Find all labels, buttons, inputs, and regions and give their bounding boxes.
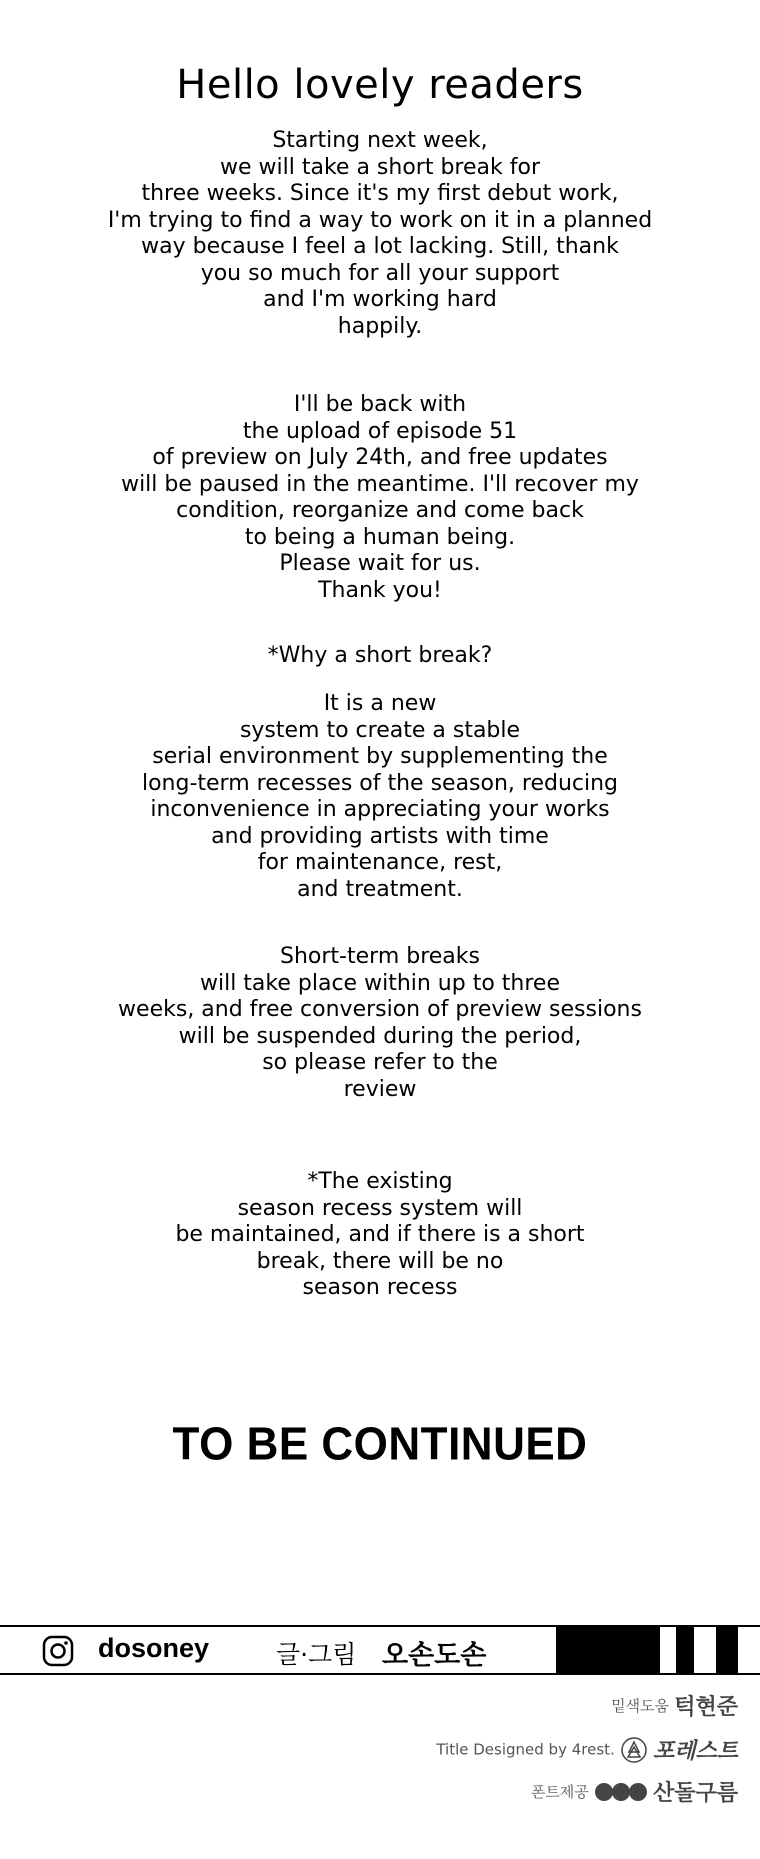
to-be-continued-heading: TO BE CONTINUED <box>172 1418 588 1471</box>
color-assist-label: 밑색도움 <box>611 1697 670 1715</box>
forest-logo-text: 포레스트 <box>652 1739 738 1764</box>
sandoll-cloud-logo-icon <box>594 1780 648 1804</box>
decorative-stripe <box>676 1627 694 1673</box>
paragraph-4: Short-term breaks will take place within up to three weeks, and free conversion of preview sessions will be suspended during the period, so please refer to the review <box>118 944 642 1102</box>
paragraph-2: I'll be back with the upload of episode 51 of preview on July 24th, and free updates will be paused in the meantime. I'll recover my condition, reorganize and come back to being a human being. Please wait for us. Thank you! <box>121 392 639 603</box>
forest-logo-icon <box>620 1736 648 1764</box>
story-art-label: 글·그림 <box>276 1640 357 1669</box>
font-credit <box>531 1776 738 1807</box>
footer-credit-bar <box>0 1625 760 1675</box>
title-designed-text: Title Designed by 4rest. <box>436 1740 615 1759</box>
paragraph-5: *The existing season recess system will be maintained, and if there is a short break, there will be no season recess <box>175 1169 585 1300</box>
decorative-black-block <box>556 1627 660 1673</box>
instagram-icon <box>42 1635 74 1667</box>
author-name: 오손도손 <box>382 1640 487 1671</box>
color-assist-credit <box>611 1690 738 1721</box>
font-credit-label: 폰트제공 <box>530 1783 589 1801</box>
title-design-credit <box>436 1734 738 1765</box>
font-provider-name: 산돌구름 <box>652 1781 738 1806</box>
notice-title: Hello lovely readers <box>176 62 584 108</box>
decorative-stripe <box>716 1627 738 1673</box>
paragraph-3: It is a new system to create a stable serial environment by supplementing the long-term recesses of the season, reducing inconvenience in appreciating your works and providing artists with time for maintenance, rest, and treatment. <box>141 691 619 902</box>
instagram-handle: dosoney <box>98 1633 210 1663</box>
paragraph-why-heading: *Why a short break? <box>267 643 493 668</box>
color-assist-name: 턱현준 <box>674 1695 738 1720</box>
paragraph-1: Starting next week, we will take a short break for three weeks. Since it's my first debut work, I'm trying to find a way to work on it in a planned way because I feel a lot lacking. Still, thank you so much for all your support and I'm working hard happily. <box>107 128 653 339</box>
